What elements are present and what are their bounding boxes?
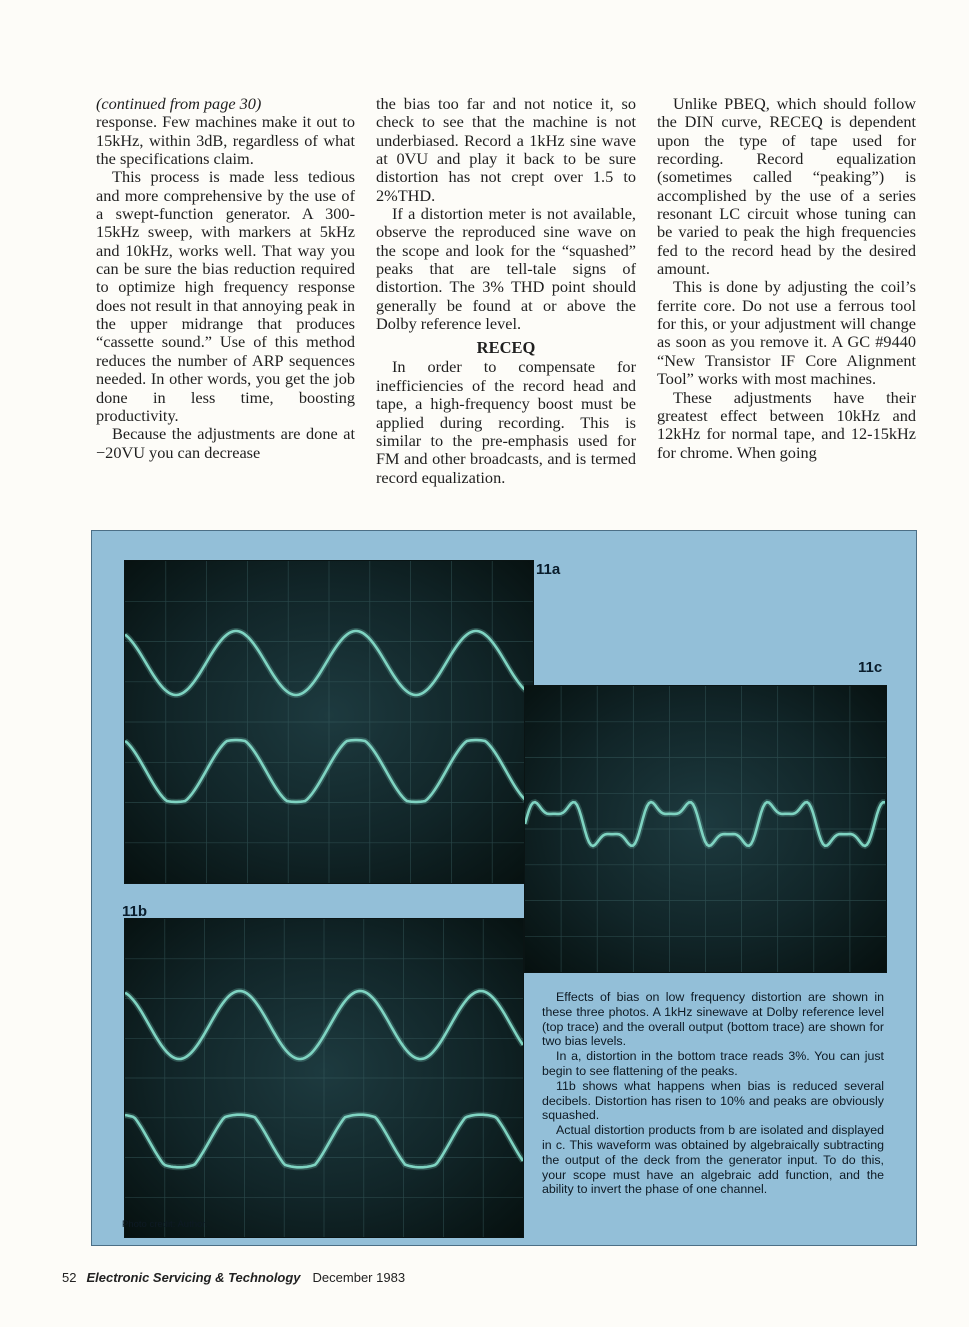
publication-name: Electronic Servicing & Technology: [86, 1270, 301, 1285]
paragraph: If a distortion meter is not available, observe the reproduced sine wave on the scope and look for the “squashed” peaks that are tell-tale signs of distortion. The 3% THD point should generally be found at or above the Dolby reference level.: [376, 204, 636, 334]
paragraph: the bias too far and not notice it, so check to see that the machine is not underbiased. Record a 1kHz sine wave at 0VU and play it back to be sure distortion has not crept over 1.5 to 2%THD.: [376, 94, 636, 205]
caption-paragraph: Actual distortion products from b are isolated and displayed in c. This waveform was obtained by algebraically subtracting the output of the deck from the generator input. To do this, your scope must have an algebraic add function, and the ability to invert the phase of one channel.: [542, 1123, 884, 1197]
figure-caption: [542, 990, 884, 1197]
section-heading: RECEQ: [476, 338, 536, 358]
figure-label-11c: 11c: [858, 659, 883, 676]
issue-date: December 1983: [312, 1270, 406, 1285]
text-column-1: [96, 95, 355, 462]
photo-credit: Photo credit: Author.: [122, 1219, 208, 1230]
oscilloscope-figure: [91, 530, 917, 1246]
continued-note: (continued from page 30): [96, 94, 262, 113]
scope-photo-11a: [124, 560, 534, 884]
graticule: [125, 919, 523, 1237]
distortion-trace-11c: [525, 802, 885, 846]
paragraph: These adjustments have their greatest effect between 10kHz and 12kHz for normal tape, and 12-15kHz for chrome. When going: [657, 387, 916, 462]
graticule: [525, 686, 886, 972]
scope-traces-11a: [125, 561, 533, 883]
scope-photo-11c: [524, 685, 887, 973]
figure-label-11b: 11b: [122, 903, 148, 920]
scope-photo-11b: [124, 918, 524, 1238]
text-column-3: [657, 95, 916, 462]
scope-traces-11c: [525, 686, 886, 972]
scope-traces-11b: [125, 919, 523, 1237]
paragraph: This is done by adjusting the coil’s ferrite core. Do not use a ferrous tool for this, or your adjustment will change as soon as you remove it. A GC #9440 “New Transistor IF Core Alignment Tool” works with most machines.: [657, 277, 916, 389]
paragraph: In order to compensate for inefficiencies of the record head and tape, a high-frequency boost must be applied during recording. This is similar to the pre-emphasis used for FM and other broadcasts, and is termed record equalization.: [376, 357, 636, 487]
caption-paragraph: In a, distortion in the bottom trace reads 3%. You can just begin to see flattening of the peaks.: [542, 1049, 884, 1078]
paragraph: Unlike PBEQ, which should follow the DIN curve, RECEQ is dependent upon the type of tape used for recording. Record equalization (sometimes called “peaking”) is accomplished by the use of a series resonant LC circuit whose tuning can be varied to peak the high frequencies fed to the record head by the desired amount.: [657, 94, 916, 279]
text-column-2: [376, 95, 636, 487]
paragraph: Because the adjustments are done at −20VU you can decrease: [96, 424, 355, 462]
figure-label-11a: 11a: [536, 561, 561, 578]
graticule: [125, 561, 533, 883]
caption-paragraph: Effects of bias on low frequency distortion are shown in these three photos. A 1kHz sinewave at Dolby reference level (top trace) and the overall output (bottom trace) are shown for two bias levels.: [542, 990, 884, 1049]
caption-paragraph: 11b shows what happens when bias is reduced several decibels. Distortion has risen to 10% and peaks are obviously squashed.: [542, 1078, 884, 1123]
paragraph: response. Few machines make it out to 15kHz, within 3dB, regardless of what the specifications claim.: [96, 112, 355, 169]
page-footer: [62, 1270, 405, 1285]
page-number: 52: [62, 1270, 77, 1285]
paragraph: This process is made less tedious and more comprehensive by the use of a swept-function generator. A 300-15kHz sweep, with markers at 5kHz and 10kHz, works well. That way you can be sure the bias reduction required to optimize high frequency response does not result in that annoying peak in the upper midrange that produces “cassette sound.” Use of this method reduces the number of ARP sequences needed. In other words, you get the job done in less time, boosting productivity.: [96, 167, 355, 425]
